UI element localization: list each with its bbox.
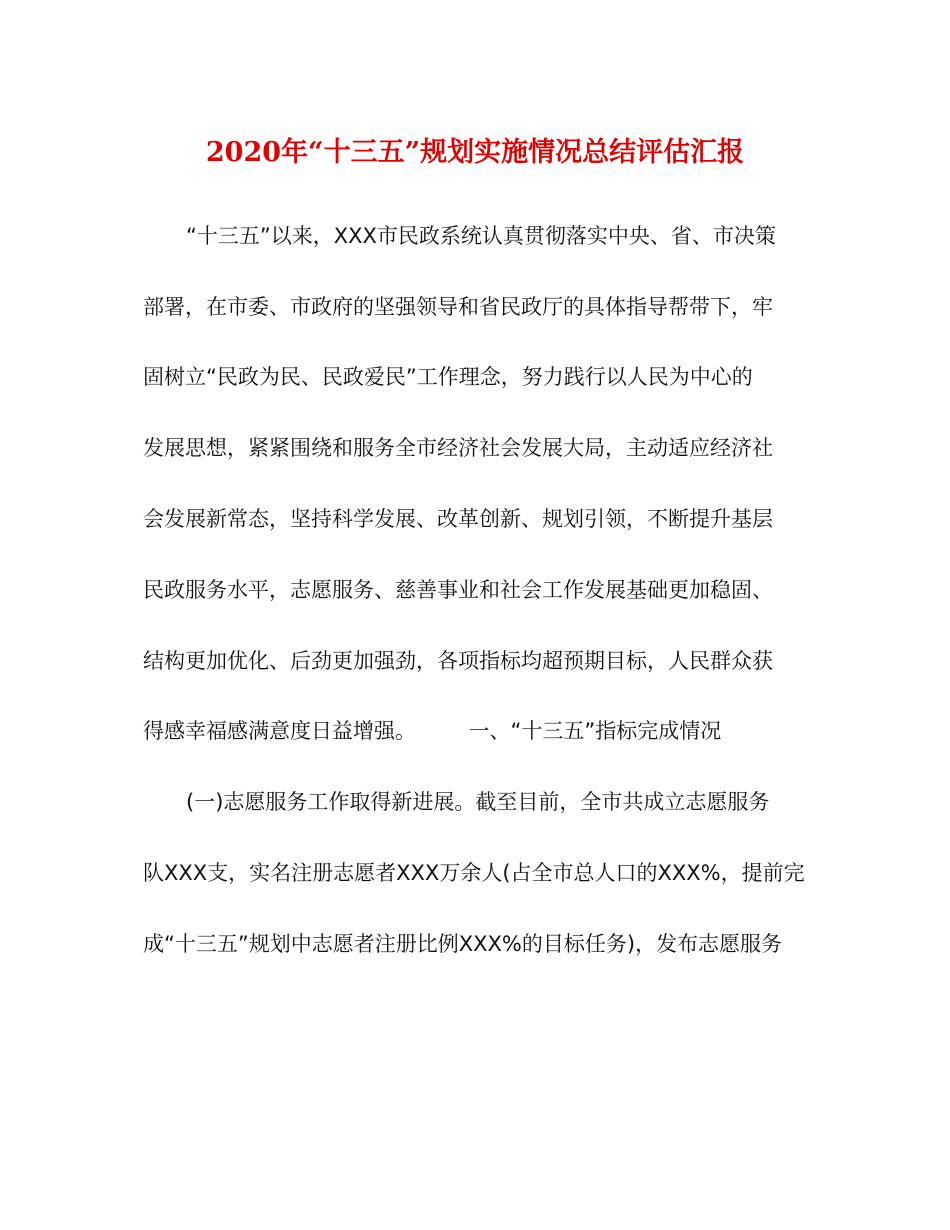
- paragraph-line-7: 结构更加优化、后劲更加强劲，各项指标均超预期目标，人民群众获: [143, 649, 773, 673]
- paragraph-line-9: (一)志愿服务工作取得新进展。截至目前，全市共成立志愿服务: [186, 790, 770, 814]
- paragraph-line-10: 队XXX支，实名注册志愿者XXX万余人(占全市总人口的XXX%，提前完: [143, 861, 805, 885]
- document-title: 2020年“十三五”规划实施情况总结评估汇报: [205, 137, 745, 168]
- paragraph-line-1: “十三五”以来，XXX市民政系统认真贯彻落实中央、省、市决策: [186, 224, 776, 248]
- paragraph-line-11: 成“十三五”规划中志愿者注册比例XXX%的目标任务)，发布志愿服务: [143, 932, 783, 956]
- paragraph-line-4: 发展思想，紧紧围绕和服务全市经济社会发展大局，主动适应经济社: [143, 436, 773, 460]
- paragraph-line-8: 得感幸福感满意度日益增强。 一、“十三五”指标完成情况: [143, 719, 722, 743]
- paragraph-line-2: 部署，在市委、市政府的坚强领导和省民政厅的具体指导帮带下，牢: [143, 295, 773, 319]
- paragraph-line-6: 民政服务水平，志愿服务、慈善事业和社会工作发展基础更加稳固、: [143, 578, 773, 602]
- paragraph-line-3: 固树立“民政为民、民政爱民”工作理念，努力践行以人民为中心的: [143, 365, 753, 389]
- paragraph-line-5: 会发展新常态，坚持科学发展、改革创新、规划引领，不断提升基层: [143, 507, 773, 531]
